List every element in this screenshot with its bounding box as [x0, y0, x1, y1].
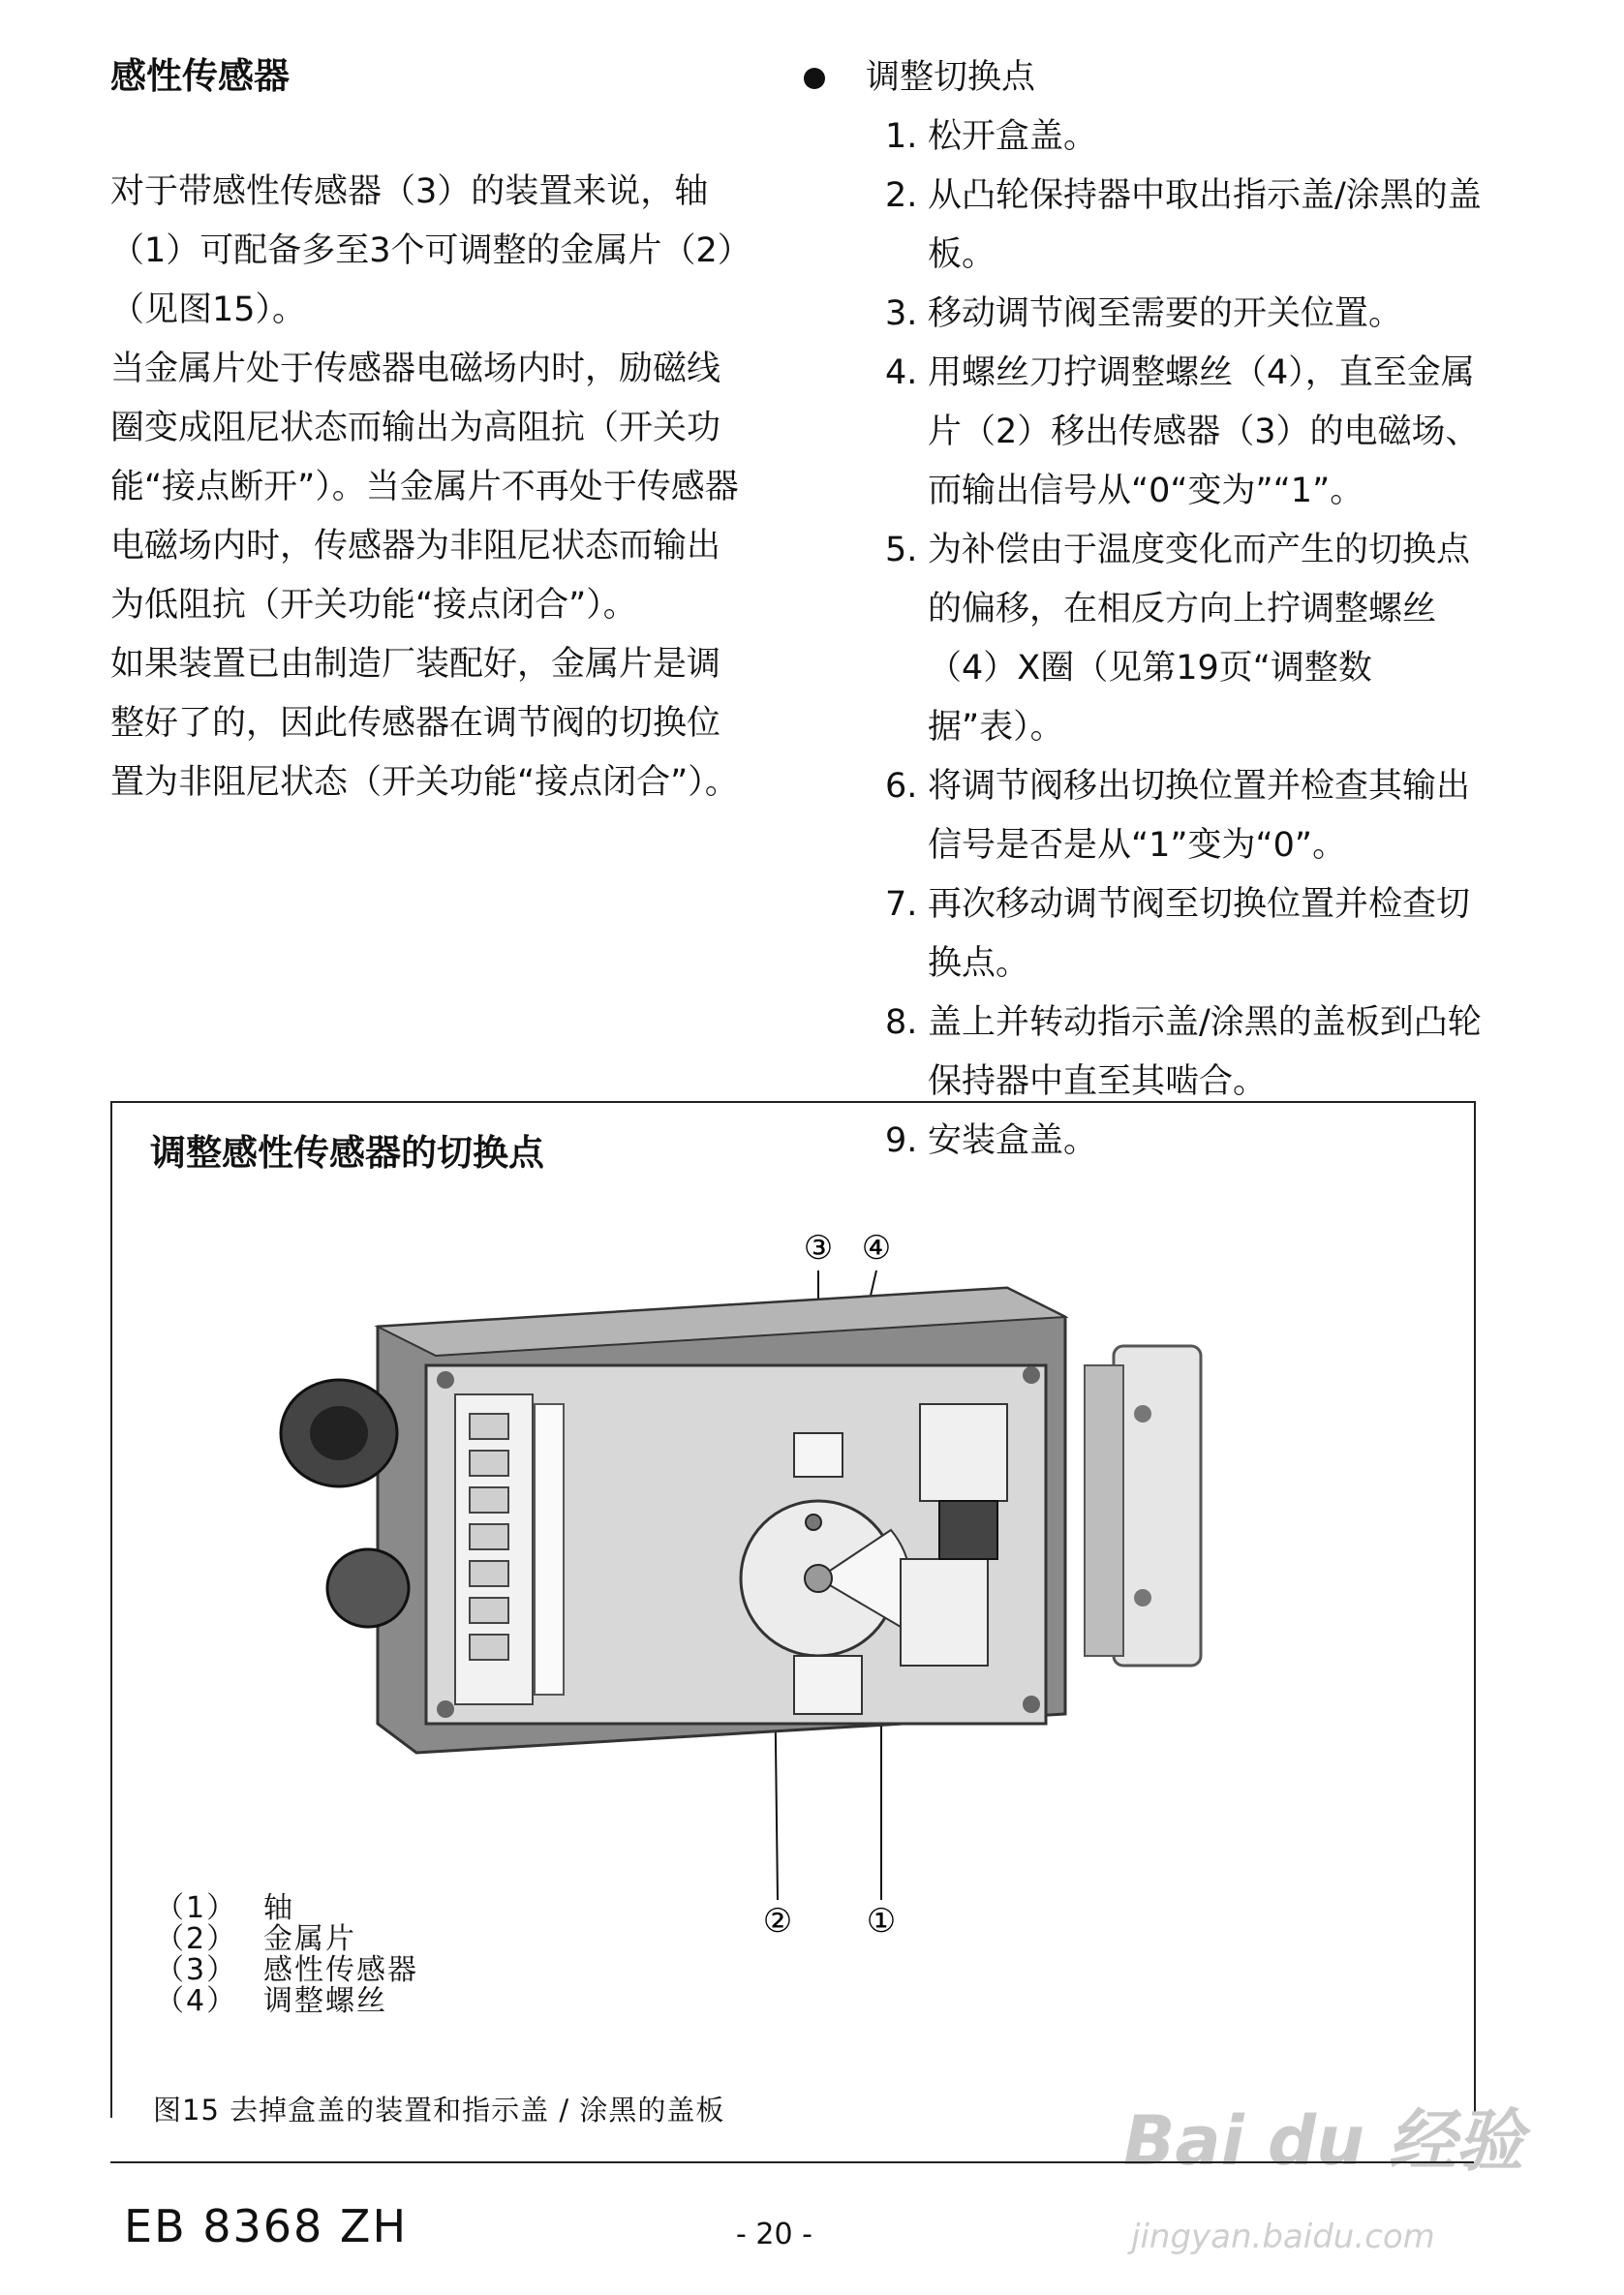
- document-id: EB 8368 ZH: [124, 2200, 409, 2252]
- step-number: 2.: [885, 176, 918, 215]
- procedure-title: 调整切换点: [866, 58, 1036, 97]
- step-text: 将调节阀移出切换位置并检查其输出信号是否是从“1”变为“0”。: [928, 767, 1471, 865]
- legend-label: 轴: [263, 1891, 294, 1925]
- legend-number: （2）: [155, 1922, 238, 1956]
- step-number: 5.: [885, 531, 918, 569]
- legend-label: 金属片: [263, 1922, 356, 1956]
- callout-2: ②: [762, 1902, 793, 1941]
- watermark-logo: Bai du 经验: [1123, 2101, 1524, 2181]
- step-number: 1.: [885, 117, 918, 156]
- procedure: [804, 48, 1501, 1171]
- legend-label: 感性传感器: [263, 1953, 418, 1987]
- screw-icon: [1134, 1405, 1151, 1423]
- side-module: [1114, 1346, 1201, 1666]
- figure-title: 调整感性传感器的切换点: [150, 1132, 544, 1174]
- step-text: 安装盒盖。: [928, 1121, 1098, 1160]
- device-illustration: [271, 1210, 1278, 1946]
- step-item: [885, 344, 1501, 521]
- step-item: [885, 107, 1501, 167]
- paragraph-1: 对于带感性传感器（3）的装置来说，轴（1）可配备多至3个可调整的金属片（2）（见图15）。: [110, 172, 735, 329]
- legend-label: 调整螺丝: [263, 1984, 387, 2018]
- step-text: 用螺丝刀拧调整螺丝（4），直至金属片（2）移出传感器（3）的电磁场、而输出信号从“0“变为”“1”。: [928, 353, 1480, 510]
- screw-icon: [1023, 1696, 1040, 1713]
- indicator-cover: [535, 1404, 564, 1695]
- inductive-sensor: [794, 1433, 843, 1477]
- step-number: 7.: [885, 885, 918, 924]
- solenoid: [939, 1501, 997, 1559]
- cable-gland-center: [310, 1406, 368, 1460]
- step-item: [885, 285, 1501, 344]
- step-text: 再次移动调节阀至切换位置并检查切换点。: [928, 885, 1471, 983]
- step-number: 6.: [885, 767, 918, 806]
- legend-number: （1）: [155, 1891, 238, 1925]
- callout-3: ③: [803, 1229, 834, 1268]
- screw-icon: [437, 1700, 454, 1718]
- callout-1: ①: [866, 1902, 897, 1941]
- step-number: 8.: [885, 1003, 918, 1042]
- step-item: [885, 994, 1501, 1112]
- screw-icon: [437, 1371, 454, 1389]
- adjusting-screw: [806, 1515, 821, 1530]
- switch-block-upper: [920, 1404, 1007, 1501]
- figure-legend: [155, 1893, 418, 2017]
- left-body: [110, 163, 750, 812]
- page-number: - 20 -: [736, 2218, 812, 2251]
- callout-4: ④: [861, 1229, 892, 1268]
- screw-icon: [1023, 1366, 1040, 1384]
- legend-row: [155, 1924, 418, 1955]
- shaft: [805, 1565, 832, 1592]
- paragraph-2: 当金属片处于传感器电磁场内时，励磁线圈变成阻尼状态而输出为高阻抗（开关功能“接点断开”）。当金属片不再处于传感器电磁场内时，传感器为非阻尼状态而输出为低阻抗（开关功能“接点闭合”）。: [110, 350, 739, 625]
- step-number: 3.: [885, 294, 918, 333]
- bracket: [794, 1656, 862, 1714]
- section-heading: 感性传感器: [110, 55, 290, 97]
- step-list: [804, 107, 1501, 1171]
- legend-row: [155, 1986, 418, 2017]
- step-text: 移动调节阀至需要的开关位置。: [928, 294, 1403, 333]
- legend-number: （3）: [155, 1953, 238, 1987]
- step-item: [885, 521, 1501, 757]
- legend-row: [155, 1893, 418, 1924]
- watermark-url: jingyan.baidu.com: [1131, 2218, 1435, 2256]
- legend-row: [155, 1955, 418, 1986]
- step-number: 4.: [885, 353, 918, 392]
- side-module-flange: [1085, 1365, 1123, 1656]
- terminal-screws: [470, 1414, 508, 1660]
- figure-frame-left-rule: [110, 1101, 112, 2118]
- legend-number: （4）: [155, 1984, 238, 2018]
- switch-block-lower: [901, 1559, 988, 1666]
- bullet-icon: [804, 68, 825, 89]
- paragraph-3: 如果装置已由制造厂装配好，金属片是调整好了的，因此传感器在调节阀的切换位置为非阻尼状态（开关功能“接点闭合”）。: [110, 645, 739, 802]
- step-item: [885, 167, 1501, 285]
- step-text: 松开盒盖。: [928, 117, 1098, 156]
- footer-rule: [110, 2161, 1474, 2163]
- figure-caption: 图15 去掉盒盖的装置和指示盖 / 涂黑的盖板: [153, 2094, 725, 2127]
- step-text: 从凸轮保持器中取出指示盖/涂黑的盖板。: [928, 176, 1482, 274]
- step-text: 为补偿由于温度变化而产生的切换点的偏移，在相反方向上拧调整螺丝（4）X圈（见第19页“调整数据”表）。: [928, 531, 1471, 747]
- step-item: [885, 757, 1501, 875]
- step-text: 盖上并转动指示盖/涂黑的盖板到凸轮保持器中直至其啮合。: [928, 1003, 1482, 1101]
- screw-icon: [1134, 1589, 1151, 1606]
- step-number: 9.: [885, 1121, 918, 1160]
- plug-icon: [327, 1549, 409, 1627]
- procedure-heading: [804, 48, 1501, 107]
- step-item: [885, 875, 1501, 994]
